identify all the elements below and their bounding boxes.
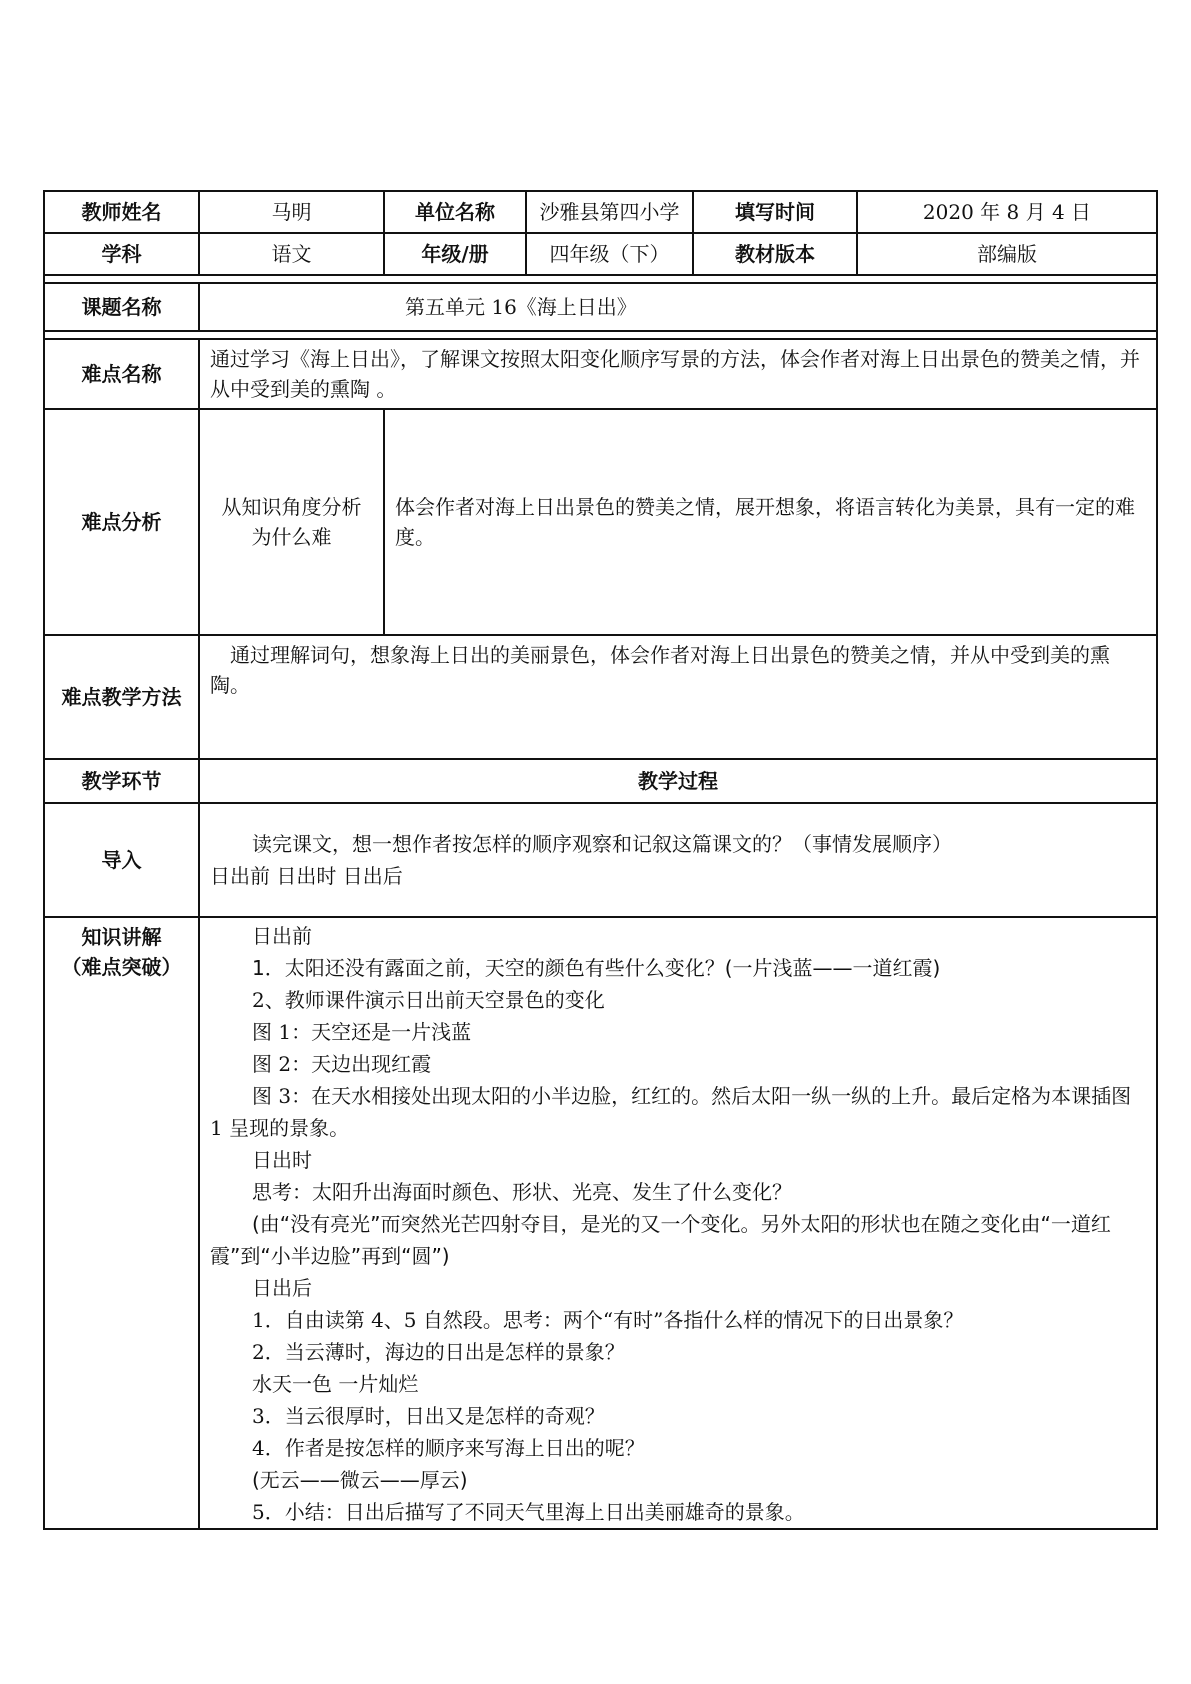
grade-value: 四年级（下） bbox=[526, 233, 693, 275]
method-value: 通过理解词句，想象海上日出的美丽景色，体会作者对海上日出景色的赞美之情，并从中受到美的熏陶。 bbox=[199, 635, 1157, 759]
teacher-label: 教师姓名 bbox=[44, 191, 199, 233]
knowledge-line: 5．小结：日出后描写了不同天气里海上日出美丽雄奇的景象。 bbox=[252, 1500, 805, 1524]
process-label: 教学过程 bbox=[199, 759, 1157, 803]
knowledge-line: 日出前 bbox=[252, 924, 312, 948]
knowledge-line: 4．作者是按怎样的顺序来写海上日出的呢？ bbox=[252, 1436, 645, 1460]
difficulty-label: 难点名称 bbox=[44, 339, 199, 409]
subject-label: 学科 bbox=[44, 233, 199, 275]
method-label: 难点教学方法 bbox=[44, 635, 199, 759]
grade-label: 年级/册 bbox=[384, 233, 526, 275]
analysis-label: 难点分析 bbox=[44, 409, 199, 635]
knowledge-line: (无云——微云——厚云) bbox=[252, 1468, 468, 1492]
row-subject bbox=[44, 233, 1157, 275]
spacer-row bbox=[44, 275, 1157, 283]
unit-value: 沙雅县第四小学 bbox=[526, 191, 693, 233]
knowledge-line: (由“没有亮光”而突然光芒四射夺目，是光的又一个变化。另外太阳的形状也在随之变化由“一道红霞”到“小半边脸”再到“圆”) bbox=[210, 1212, 1111, 1268]
stage-label: 教学环节 bbox=[44, 759, 199, 803]
knowledge-line: 2、教师课件演示日出前天空景色的变化 bbox=[252, 988, 605, 1012]
analysis-value: 体会作者对海上日出景色的赞美之情，展开想象，将语言转化为美景，具有一定的难度。 bbox=[384, 409, 1157, 635]
knowledge-line: 图 3：在天水相接处出现太阳的小半边脸，红红的。然后太阳一纵一纵的上升。最后定格为本课插图 1 呈现的景象。 bbox=[210, 1084, 1132, 1140]
intro-line-1: 读完课文，想一想作者按怎样的顺序观察和记叙这篇课文的？（事情发展顺序） bbox=[252, 832, 952, 856]
knowledge-line: 水天一色 一片灿烂 bbox=[252, 1372, 419, 1396]
knowledge-line: 图 1：天空还是一片浅蓝 bbox=[252, 1020, 472, 1044]
row-difficulty bbox=[44, 339, 1157, 409]
knowledge-label: 知识讲解 bbox=[81, 925, 162, 949]
teacher-value: 马明 bbox=[199, 191, 384, 233]
knowledge-line: 3．当云很厚时，日出又是怎样的奇观？ bbox=[252, 1404, 605, 1428]
intro-label: 导入 bbox=[44, 803, 199, 917]
subject-value: 语文 bbox=[199, 233, 384, 275]
knowledge-line: 思考：太阳升出海面时颜色、形状、光亮、发生了什么变化？ bbox=[252, 1180, 792, 1204]
knowledge-content bbox=[199, 917, 1157, 1529]
analysis-sub-label: 从知识角度分析为什么难 bbox=[199, 409, 384, 635]
knowledge-line: 2．当云薄时，海边的日出是怎样的景象？ bbox=[252, 1340, 625, 1364]
knowledge-line: 日出时 bbox=[252, 1148, 312, 1172]
intro-line-2: 日出前 日出时 日出后 bbox=[210, 864, 403, 888]
date-label: 填写时间 bbox=[693, 191, 857, 233]
knowledge-line: 日出后 bbox=[252, 1276, 312, 1300]
row-teacher bbox=[44, 191, 1157, 233]
difficulty-value: 通过学习《海上日出》，了解课文按照太阳变化顺序写景的方法，体会作者对海上日出景色的赞美之情，并从中受到美的熏陶 。 bbox=[199, 339, 1157, 409]
row-intro bbox=[44, 803, 1157, 917]
unit-label: 单位名称 bbox=[384, 191, 526, 233]
row-analysis bbox=[44, 409, 1157, 635]
row-process-header bbox=[44, 759, 1157, 803]
knowledge-line: 1．自由读第 4、5 自然段。思考：两个“有时”各指什么样的情况下的日出景象？ bbox=[252, 1308, 964, 1332]
row-topic bbox=[44, 283, 1157, 331]
topic-label: 课题名称 bbox=[44, 283, 199, 331]
knowledge-sub-label: （难点突破） bbox=[61, 955, 182, 979]
knowledge-line: 图 2：天边出现红霞 bbox=[252, 1052, 432, 1076]
row-method bbox=[44, 635, 1157, 759]
edition-value: 部编版 bbox=[857, 233, 1157, 275]
knowledge-line: 1．太阳还没有露面之前，天空的颜色有些什么变化？(一片浅蓝——一道红霞) bbox=[252, 956, 941, 980]
date-value: 2020 年 8 月 4 日 bbox=[857, 191, 1157, 233]
spacer-row bbox=[44, 331, 1157, 339]
lesson-table bbox=[43, 190, 1158, 1530]
edition-label: 教材版本 bbox=[693, 233, 857, 275]
topic-value: 第五单元 16《海上日出》 bbox=[199, 283, 1157, 331]
row-knowledge bbox=[44, 917, 1157, 1529]
